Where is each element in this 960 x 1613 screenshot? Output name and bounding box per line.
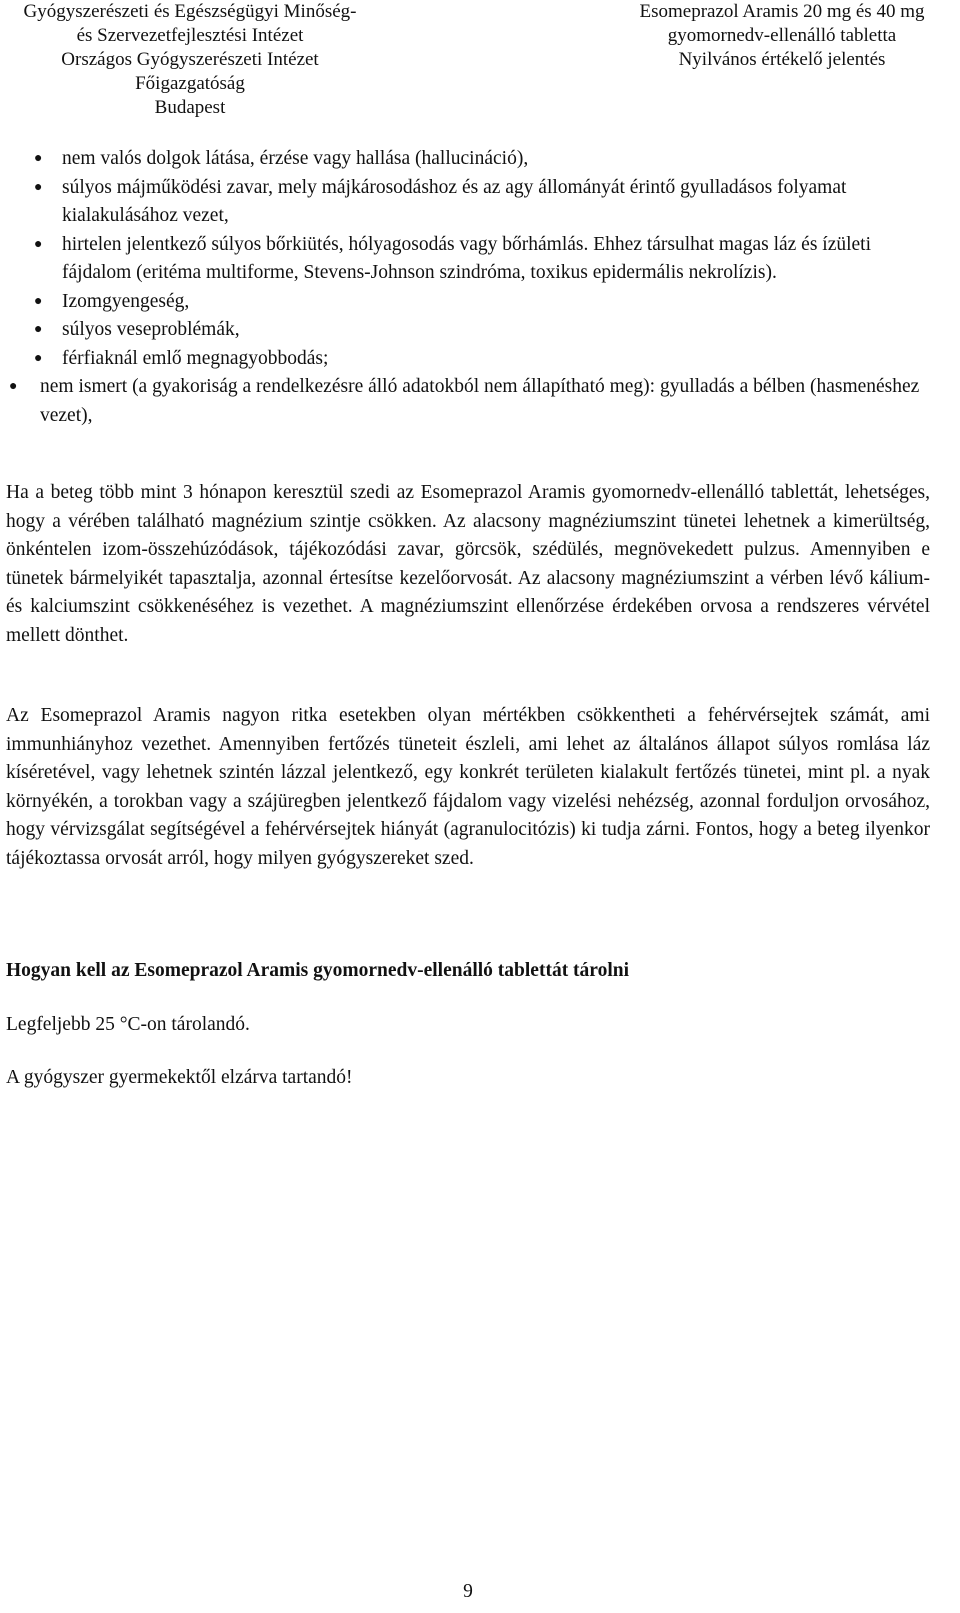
header-org-line-2: és Szervezetfejlesztési Intézet bbox=[76, 25, 304, 46]
list-item bbox=[0, 174, 932, 231]
list-item-text: súlyos veseproblémák, bbox=[62, 319, 240, 340]
header-product-line-2: gyomornedv-ellenálló tabletta bbox=[667, 25, 897, 46]
storage-heading: Hogyan kell az Esomeprazol Aramis gyomornedv-ellenálló tablettát tárolni bbox=[6, 960, 630, 981]
header-org-line-5: Budapest bbox=[154, 97, 226, 118]
bullet-icon: ● bbox=[34, 179, 43, 195]
bullet-icon: ● bbox=[34, 236, 43, 252]
list-item-text: súlyos májműködési zavar, mely májkárosodáshoz és az agy állományát érintő gyulladásos folyamat kialakulásához vezet, bbox=[62, 176, 847, 226]
list-item-text: nem valós dolgok látása, érzése vagy hallása (hallucináció), bbox=[62, 148, 529, 169]
header-left bbox=[0, 0, 380, 120]
header-org-line-4: Főigazgatóság bbox=[135, 73, 245, 94]
list-item bbox=[0, 373, 930, 430]
list-item-text: nem ismert (a gyakoriság a rendelkezésre álló adatokból nem állapítható meg): gyulladás a bélben (hasmenéshez vezet), bbox=[40, 376, 920, 426]
storage-children-warning: A gyógyszer gyermekektől elzárva tartandó! bbox=[6, 1067, 353, 1088]
list-item-text: Izomgyengeség, bbox=[62, 290, 190, 312]
bullet-icon: ● bbox=[34, 151, 43, 166]
list-item bbox=[0, 231, 932, 288]
bullet-icon: ● bbox=[34, 293, 43, 309]
list-item bbox=[0, 345, 932, 374]
page-number: 9 bbox=[463, 1581, 473, 1602]
header-org-line-1: Gyógyszerészeti és Egészségügyi Minőség- bbox=[23, 1, 357, 22]
list-item-text: hirtelen jelentkező súlyos bőrkiütés, hólyagosodás vagy bőrhámlás. Ehhez társulhat magas láz és ízületi fájdalom (eritéma multiforme, Stevens-Johnson szindróma, toxikus epidermális nekrolízis). bbox=[62, 233, 872, 283]
list-item-text: férfiaknál emlő megnagyobbodás; bbox=[62, 347, 329, 369]
storage-temperature: Legfeljebb 25 °C-on tárolandó. bbox=[6, 1014, 250, 1035]
bullet-icon: ● bbox=[9, 379, 18, 394]
magnesium-paragraph: Ha a beteg több mint 3 hónapon keresztül szedi az Esomeprazol Aramis gyomornedv-ellenálló tablettát, lehetséges, hogy a vérében található magnézium szintje csökken. Az alacsony magnéziumszint tünetei lehetnek a kimerültség, önkéntelen izom-összehúzódások, tájékozódási zavar, görcsök, szédülés, megnövekedett pulzus. Amennyiben e tünetek bármelyikét tapasztalja, azonnal értesítse kezelőorvosát. Az alacsony magnéziumszint a vérben lévő kálium- és kalciumszint csökkenéséhez is vezethet. A magnéziumszint ellenőrzése érdekében orvosa a rendszeres vérvétel mellett dönthet. bbox=[6, 482, 930, 646]
header-org-line-3: Országos Gyógyszerészeti Intézet bbox=[61, 49, 319, 70]
white-blood-cell-paragraph: Az Esomeprazol Aramis nagyon ritka esetekben olyan mértékben csökkentheti a fehérvérsejtek számát, ami immunhiányhoz vezethet. Amennyiben fertőzés tüneteit észleli, ami lehet az általános állapot súlyos romlása láz kíséretével, vagy lehetnek szintén lázzal jelentkező, egy konkrét területen kialakult fertőzés tünetei, mint pl. a nyak környékén, a torokban vagy a szájüregben jelentkező fájdalom vagy vizelési nehézség, azonnal forduljon orvosához, hogy vérvizsgálat segítségével a fehérvérsejtek hiányát (agranulocitózis) ki tudja zárni. Fontos, hogy a beteg ilyenkor tájékoztassa orvosát arról, hogy milyen gyógyszereket szed. bbox=[6, 705, 930, 869]
side-effects-list bbox=[0, 145, 960, 430]
list-item bbox=[0, 316, 932, 345]
list-item bbox=[0, 288, 932, 317]
header-product-line-3: Nyilvános értékelő jelentés bbox=[678, 49, 886, 70]
bullet-icon: ● bbox=[34, 322, 43, 337]
header-right bbox=[622, 0, 942, 72]
list-item bbox=[0, 145, 932, 174]
header-product-line-1: Esomeprazol Aramis 20 mg és 40 mg bbox=[639, 1, 925, 22]
bullet-icon: ● bbox=[34, 350, 43, 366]
